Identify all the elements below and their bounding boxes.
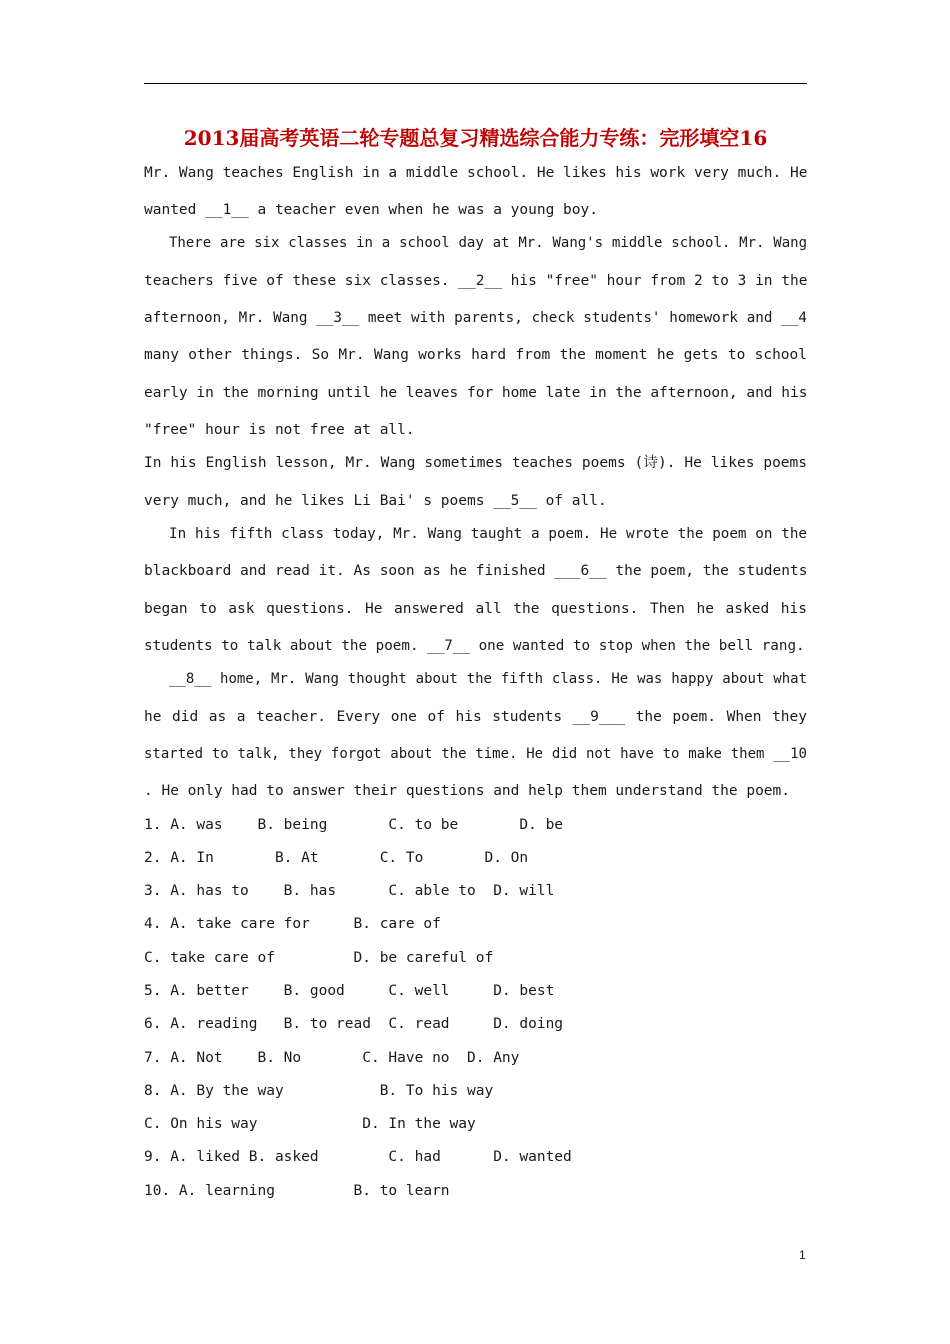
passage-line: very much, and he likes Li Bai' s poems __5__ of all. [144, 493, 607, 509]
passage-line: There are six classes in a school day at Mr. Wang's middle school. Mr. Wang [169, 235, 807, 251]
option-line: 6. A. reading B. to read C. read D. doing [144, 1016, 564, 1032]
passage-line: teachers five of these six classes. __2__ his "free" hour from 2 to 3 in the [144, 273, 808, 289]
passage-line: __8__ home, Mr. Wang thought about the fifth class. He was happy about what [169, 671, 807, 687]
passage-line: "free" hour is not free at all. [144, 422, 415, 438]
passage-line: In his English lesson, Mr. Wang sometimes teaches poems (诗). He likes poems [144, 455, 807, 471]
passage-line: early in the morning until he leaves for home late in the afternoon, and his [144, 385, 808, 401]
option-line: 10. A. learning B. to learn [144, 1183, 450, 1199]
passage-line: many other things. So Mr. Wang works hard from the moment he gets to school [144, 347, 807, 363]
header-rule [144, 83, 807, 84]
passage-line: started to talk, they forgot about the time. He did not have to make them __10 [144, 746, 807, 762]
passage-line: students to talk about the poem. __7__ one wanted to stop when the bell rang. [144, 638, 805, 654]
passage-line: afternoon, Mr. Wang __3__ meet with parents, check students' homework and __4 [144, 310, 807, 326]
passage-line: wanted __1__ a teacher even when he was a young boy. [144, 202, 598, 218]
option-line: 9. A. liked B. asked C. had D. wanted [144, 1149, 572, 1165]
option-line: 8. A. By the way B. To his way [144, 1083, 494, 1099]
option-line: 7. A. Not B. No C. Have no D. Any [144, 1050, 520, 1066]
passage-line: In his fifth class today, Mr. Wang taught a poem. He wrote the poem on the [169, 526, 807, 542]
passage-line: blackboard and read it. As soon as he finished ___6__ the poem, the students [144, 563, 808, 579]
page-number: 1 [799, 1248, 806, 1262]
passage-line: . He only had to answer their questions and help them understand the poem. [144, 783, 791, 799]
passage-line: he did as a teacher. Every one of his students __9___ the poem. When they [144, 709, 807, 725]
option-line: 5. A. better B. good C. well D. best [144, 983, 555, 999]
page-title: 2013届高考英语二轮专题总复习精选综合能力专练：完形填空16 [183, 126, 768, 150]
option-line: 4. A. take care for B. care of [144, 916, 441, 932]
passage-line: Mr. Wang teaches English in a middle school. He likes his work very much. He [144, 165, 808, 181]
option-line: 2. A. In B. At C. To D. On [144, 850, 529, 866]
option-line: 1. A. was B. being C. to be D. be [144, 817, 564, 833]
option-line: C. On his way D. In the way [144, 1116, 476, 1132]
option-line: 3. A. has to B. has C. able to D. will [144, 883, 555, 899]
passage-line: began to ask questions. He answered all the questions. Then he asked his [144, 601, 807, 617]
option-line: C. take care of D. be careful of [144, 950, 494, 966]
